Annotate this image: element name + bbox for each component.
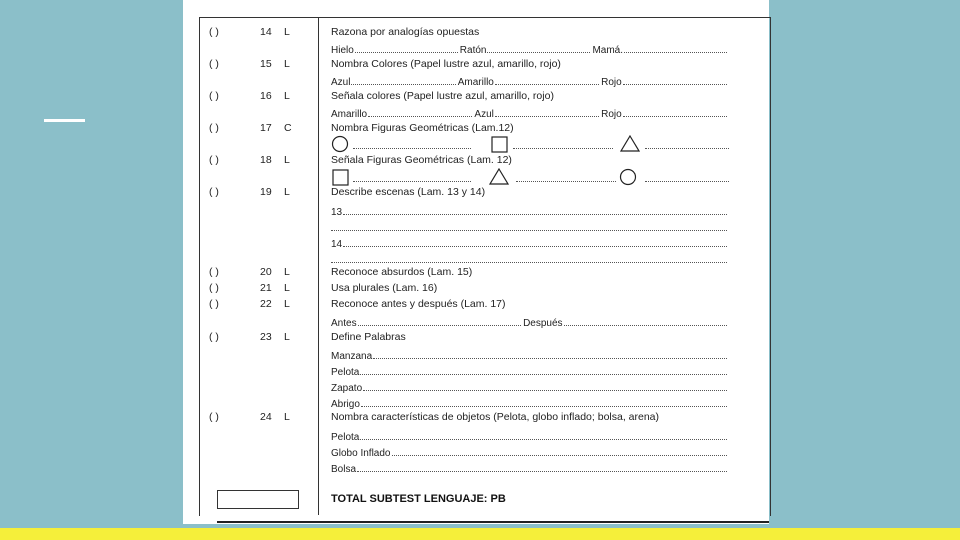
item-row [183,266,769,282]
answer-label: Zapato [331,383,363,394]
score-slot: ( ) [209,26,219,38]
answer-label: Hielo [331,45,354,56]
bottom-rule [217,521,769,523]
answer-label: Globo Inflado [331,448,391,459]
score-slot: ( ) [209,282,219,294]
square-icon [491,136,508,153]
answer-label: Después [523,318,563,329]
answer-line [331,362,729,378]
answer-line [331,346,729,362]
item-row [183,186,769,202]
item-title: Reconoce antes y después (Lam. 17) [331,298,506,310]
item-number: 23 [260,331,272,343]
shape-answer-line [331,168,731,186]
item-level: L [284,186,290,198]
decorative-dash [44,119,85,122]
item-level: C [284,122,292,134]
score-slot: ( ) [209,331,219,343]
shape-answer-line [331,135,731,153]
circle-icon [619,168,637,186]
test-sheet [183,0,769,524]
answer-line [331,234,729,250]
item-level: L [284,26,290,38]
answer-label: Abrigo [331,399,360,410]
item-title: Razona por analogías opuestas [331,26,480,38]
item-title: Usa plurales (Lam. 16) [331,282,438,294]
answer-label: Ratón [459,45,487,56]
answer-label: Amarillo [331,109,368,120]
score-slot: ( ) [209,186,219,198]
item-title: Define Palabras [331,331,406,343]
item-number: 21 [260,282,272,294]
item-number: 20 [260,266,272,278]
square-icon [332,169,349,186]
answer-line [331,394,729,410]
answer-line [331,378,729,394]
item-title: Nombra Figuras Geométricas (Lam.12) [331,122,514,134]
answer-label: Rojo [601,77,622,88]
answer-label: Pelota [331,367,360,378]
item-title: Nombra características de objetos (Pelota, globo inflado; bolsa, arena) [331,411,660,423]
item-number: 15 [260,58,272,70]
answer-line [331,218,729,234]
answer-label: Antes [331,318,357,329]
item-level: L [284,266,290,278]
answer-label: Azul [331,77,351,88]
answer-label: 14 [331,239,343,250]
answer-label: Manzana [331,351,373,362]
item-level: L [284,411,290,423]
score-slot: ( ) [209,411,219,423]
item-title: Reconoce absurdos (Lam. 15) [331,266,473,278]
item-number: 24 [260,411,272,423]
item-number: 18 [260,154,272,166]
answer-label: Mamá. [592,45,624,56]
item-number: 17 [260,122,272,134]
score-slot: ( ) [209,58,219,70]
item-level: L [284,154,290,166]
answer-line [331,40,729,56]
item-number: 19 [260,186,272,198]
answer-label: Azul [474,109,494,120]
score-slot: ( ) [209,90,219,102]
score-slot: ( ) [209,298,219,310]
item-title: Describe escenas (Lam. 13 y 14) [331,186,486,198]
total-label: TOTAL SUBTEST LENGUAJE: PB [331,493,506,505]
score-slot: ( ) [209,122,219,134]
answer-label: Bolsa [331,464,357,475]
accent-bar [0,528,960,540]
item-number: 22 [260,298,272,310]
item-level: L [284,298,290,310]
triangle-icon [620,135,640,152]
triangle-icon [489,168,509,185]
score-slot: ( ) [209,154,219,166]
answer-line [331,72,729,88]
answer-line [331,427,729,443]
answer-label: Rojo [601,109,622,120]
answer-label: Pelota [331,432,360,443]
item-row [183,411,769,427]
item-title: Señala colores (Papel lustre azul, amarillo, rojo) [331,90,554,102]
item-level: L [284,331,290,343]
total-score-box[interactable] [217,490,299,509]
answer-line [331,250,729,266]
item-title: Nombra Colores (Papel lustre azul, amarillo, rojo) [331,58,561,70]
answer-label: 13 [331,207,343,218]
item-row [183,298,769,314]
item-row [183,331,769,347]
circle-icon [331,135,349,153]
answer-label: Amarillo [457,77,494,88]
item-title: Señala Figuras Geométricas (Lam. 12) [331,154,512,166]
answer-line [331,459,729,475]
item-level: L [284,282,290,294]
score-slot: ( ) [209,266,219,278]
answer-line [331,104,729,120]
item-number: 14 [260,26,272,38]
answer-line [331,202,729,218]
item-number: 16 [260,90,272,102]
item-row [183,282,769,298]
item-level: L [284,58,290,70]
answer-line [331,443,729,459]
item-level: L [284,90,290,102]
answer-line [331,313,729,329]
